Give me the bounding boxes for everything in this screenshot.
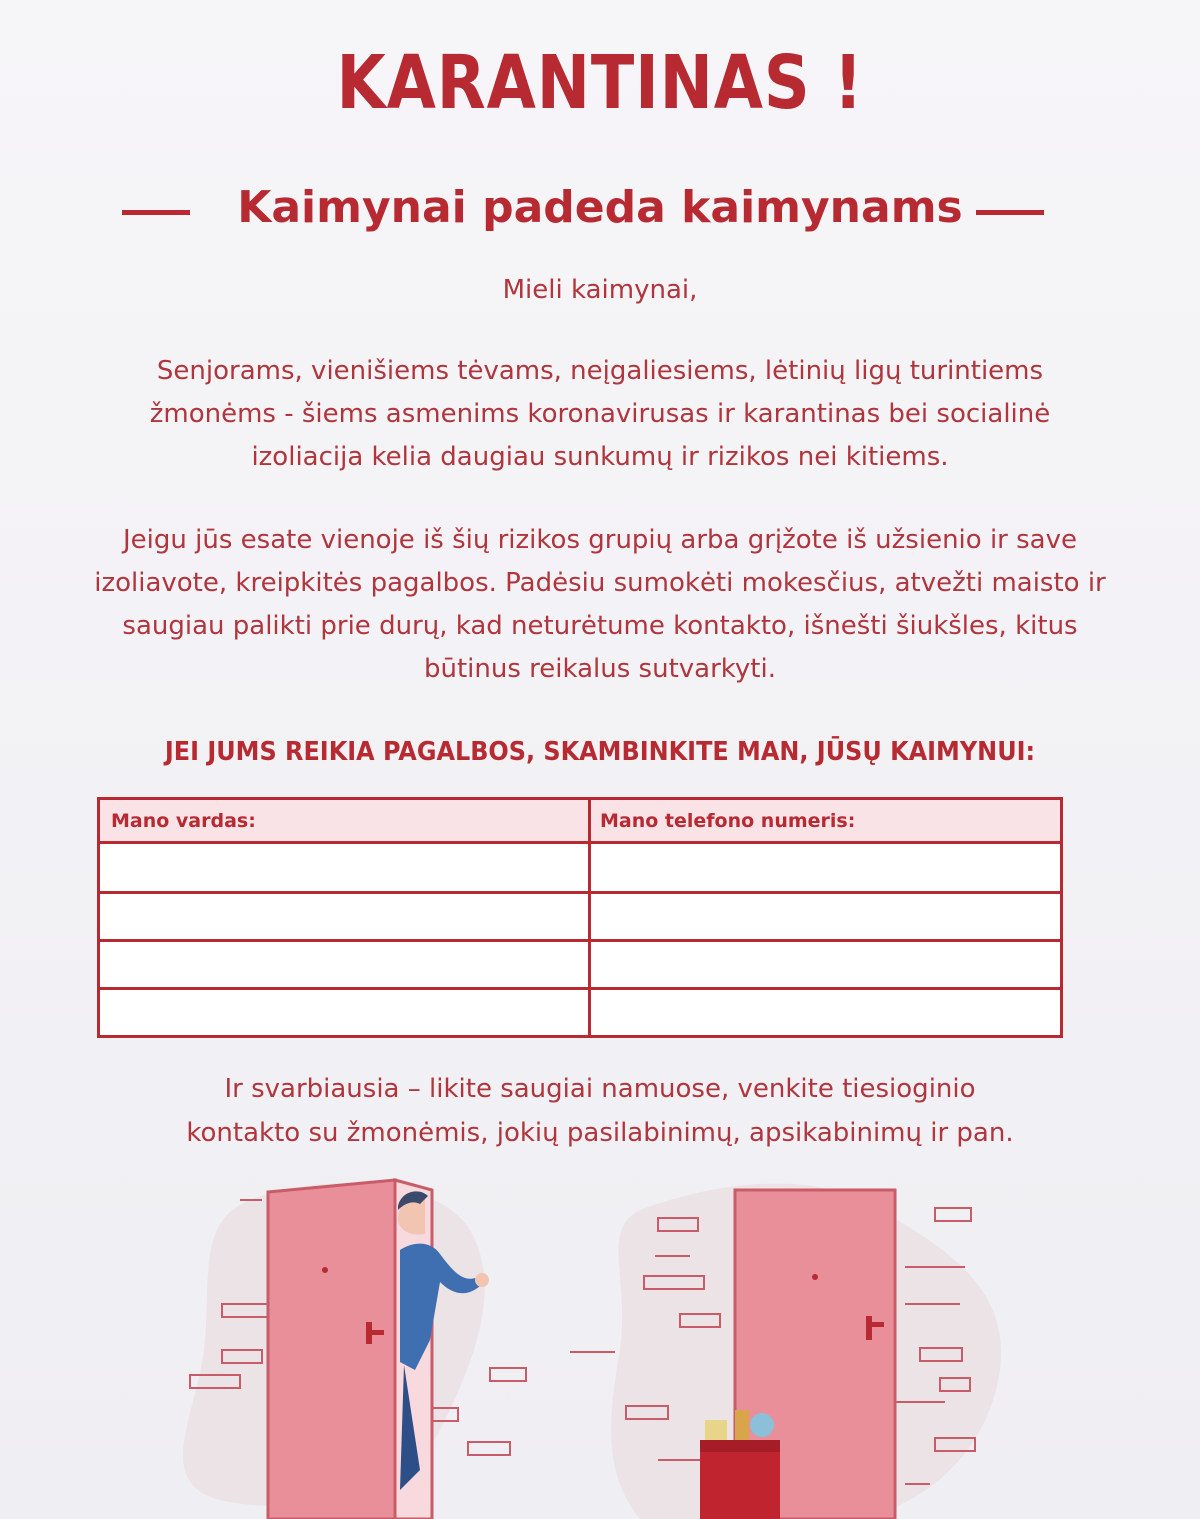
paragraph-line: izoliacija kelia daugiau sunkumų ir rizikos nei kitiems. bbox=[251, 442, 949, 472]
name-column-label: Mano vardas: bbox=[111, 810, 256, 832]
paragraph-line: saugiau palikti prie durų, kad neturėtume kontakto, išnešti šiukšles, kitus bbox=[122, 611, 1078, 641]
phone-column-label: Mano telefono numeris: bbox=[600, 810, 856, 832]
neighbors-illustration bbox=[0, 1170, 1200, 1519]
paragraph-line: Senjorams, vienišiems tėvams, neįgaliesiems, lėtinių ligų turintiems bbox=[156, 356, 1044, 386]
form-header-row bbox=[100, 800, 1060, 844]
form-column-divider bbox=[588, 800, 591, 1035]
paragraph-line: žmonėms - šiems asmenims koronavirusas ir karantinas bei socialinė bbox=[149, 399, 1051, 429]
poster-subtitle: Kaimynai padeda kaimynams bbox=[237, 182, 963, 233]
form-row-divider bbox=[100, 939, 1060, 942]
form-row-divider bbox=[100, 987, 1060, 990]
paragraph-line: izoliavote, kreipkitės pagalbos. Padėsiu sumokėti mokesčius, atvežti maisto ir bbox=[94, 568, 1106, 598]
greeting: Mieli kaimynai, bbox=[502, 275, 698, 305]
call-to-action-heading: JEI JUMS REIKIA PAGALBOS, SKAMBINKITE MAN, JŪSŲ KAIMYNUI: bbox=[164, 737, 1036, 767]
paragraph-offer-help bbox=[0, 519, 1200, 691]
closing-message bbox=[0, 1067, 1200, 1155]
closing-line: kontakto su žmonėmis, jokių pasilabinimų, apsikabinimų ir pan. bbox=[186, 1118, 1014, 1148]
closing-line: Ir svarbiausia – likite saugiai namuose, venkite tiesioginio bbox=[224, 1074, 976, 1104]
subtitle-row bbox=[0, 180, 1200, 236]
paragraph-line: Jeigu jūs esate vienoje iš šių rizikos grupių arba grįžote iš užsienio ir save bbox=[123, 525, 1077, 555]
grocery-bag-icon bbox=[700, 1410, 780, 1519]
paragraph-risk-groups bbox=[0, 350, 1200, 479]
contact-form-table bbox=[97, 797, 1063, 1038]
poster-title: KARANTINAS ! bbox=[336, 40, 864, 126]
subtitle-dash-right bbox=[976, 210, 1044, 215]
form-row-divider bbox=[100, 891, 1060, 894]
paragraph-line: būtinus reikalus sutvarkyti. bbox=[424, 654, 776, 684]
